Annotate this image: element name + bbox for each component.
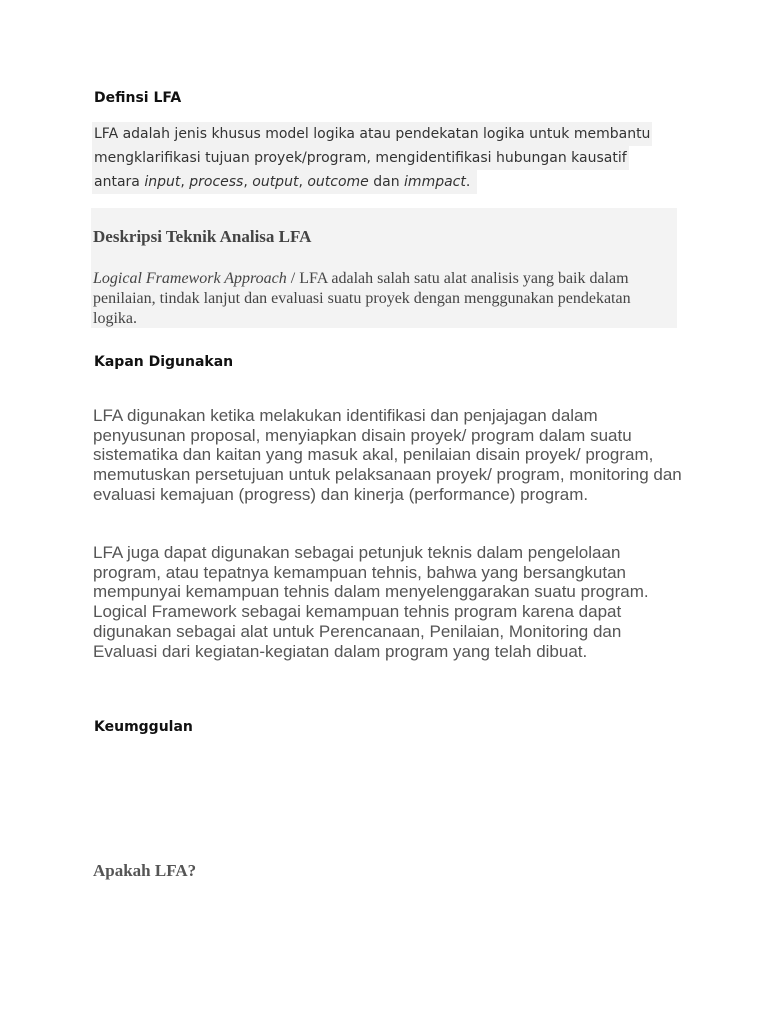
term-process: process — [189, 174, 244, 190]
kapan-paragraph-1: LFA digunakan ketika melakukan identifikasi dan penjajagan dalam penyusunan proposal, menyiapkan disain proyek/ program dalam suatu sistematika dan kaitan yang masuk akal, penilaian disain proyek/ program, memutuskan persetujuan untuk pelaksanaan proyek/ program, monitoring dan evaluasi kemajuan (progress) dan kinerja (performance) program. — [93, 406, 682, 504]
term-outcome: outcome — [307, 174, 369, 190]
kapan-digunakan-heading: Kapan Digunakan — [94, 354, 234, 370]
term-input: input — [144, 174, 181, 190]
apakah-lfa-heading: Apakah LFA? — [93, 861, 197, 880]
deskripsi-paragraph — [93, 269, 673, 329]
definisi-end-punct: . — [465, 174, 471, 190]
definisi-line-1: LFA adalah jenis khusus model logika atau pendekatan logika untuk membantu — [92, 122, 652, 146]
term-separator: , — [243, 174, 248, 190]
term-separator: , — [180, 174, 185, 190]
definisi-line-2: mengklarifikasi tujuan proyek/program, mengidentifikasi hubungan kausatif — [92, 146, 629, 170]
kapan-paragraph-2: LFA juga dapat digunakan sebagai petunjuk teknis dalam pengelolaan program, atau tepatnya kemampuan tehnis, bahwa yang bersangkutan mempunyai kemampuan tehnis dalam menyelenggarakan suatu program. Logical Framework sebagai kemampuan tehnis program karena dapat digunakan sebagai alat untuk Perencanaan, Penilaian, Monitoring dan Evaluasi dari kegiatan-kegiatan dalam program yang telah dibuat. — [93, 543, 649, 661]
definisi-heading: Definsi LFA — [94, 90, 182, 106]
deskripsi-section — [91, 208, 677, 328]
deskripsi-body-text: / LFA adalah salah satu alat analisis yang baik dalam penilaian, tindak lanjut dan evaluasi suatu proyek dengan menggunakan pendekatan logika. — [93, 270, 631, 327]
term-immpact: immpact — [404, 174, 466, 190]
term-output: output — [252, 174, 299, 190]
definisi-dan: dan — [373, 174, 400, 190]
definisi-paragraph — [92, 122, 672, 194]
term-separator: , — [298, 174, 303, 190]
deskripsi-italic-term: Logical Framework Approach — [93, 270, 287, 287]
keunggulan-heading: Keumggulan — [94, 719, 193, 735]
definisi-antara: antara — [94, 174, 140, 190]
definisi-line-3 — [92, 170, 477, 194]
deskripsi-title: Deskripsi Teknik Analisa LFA — [93, 227, 312, 246]
